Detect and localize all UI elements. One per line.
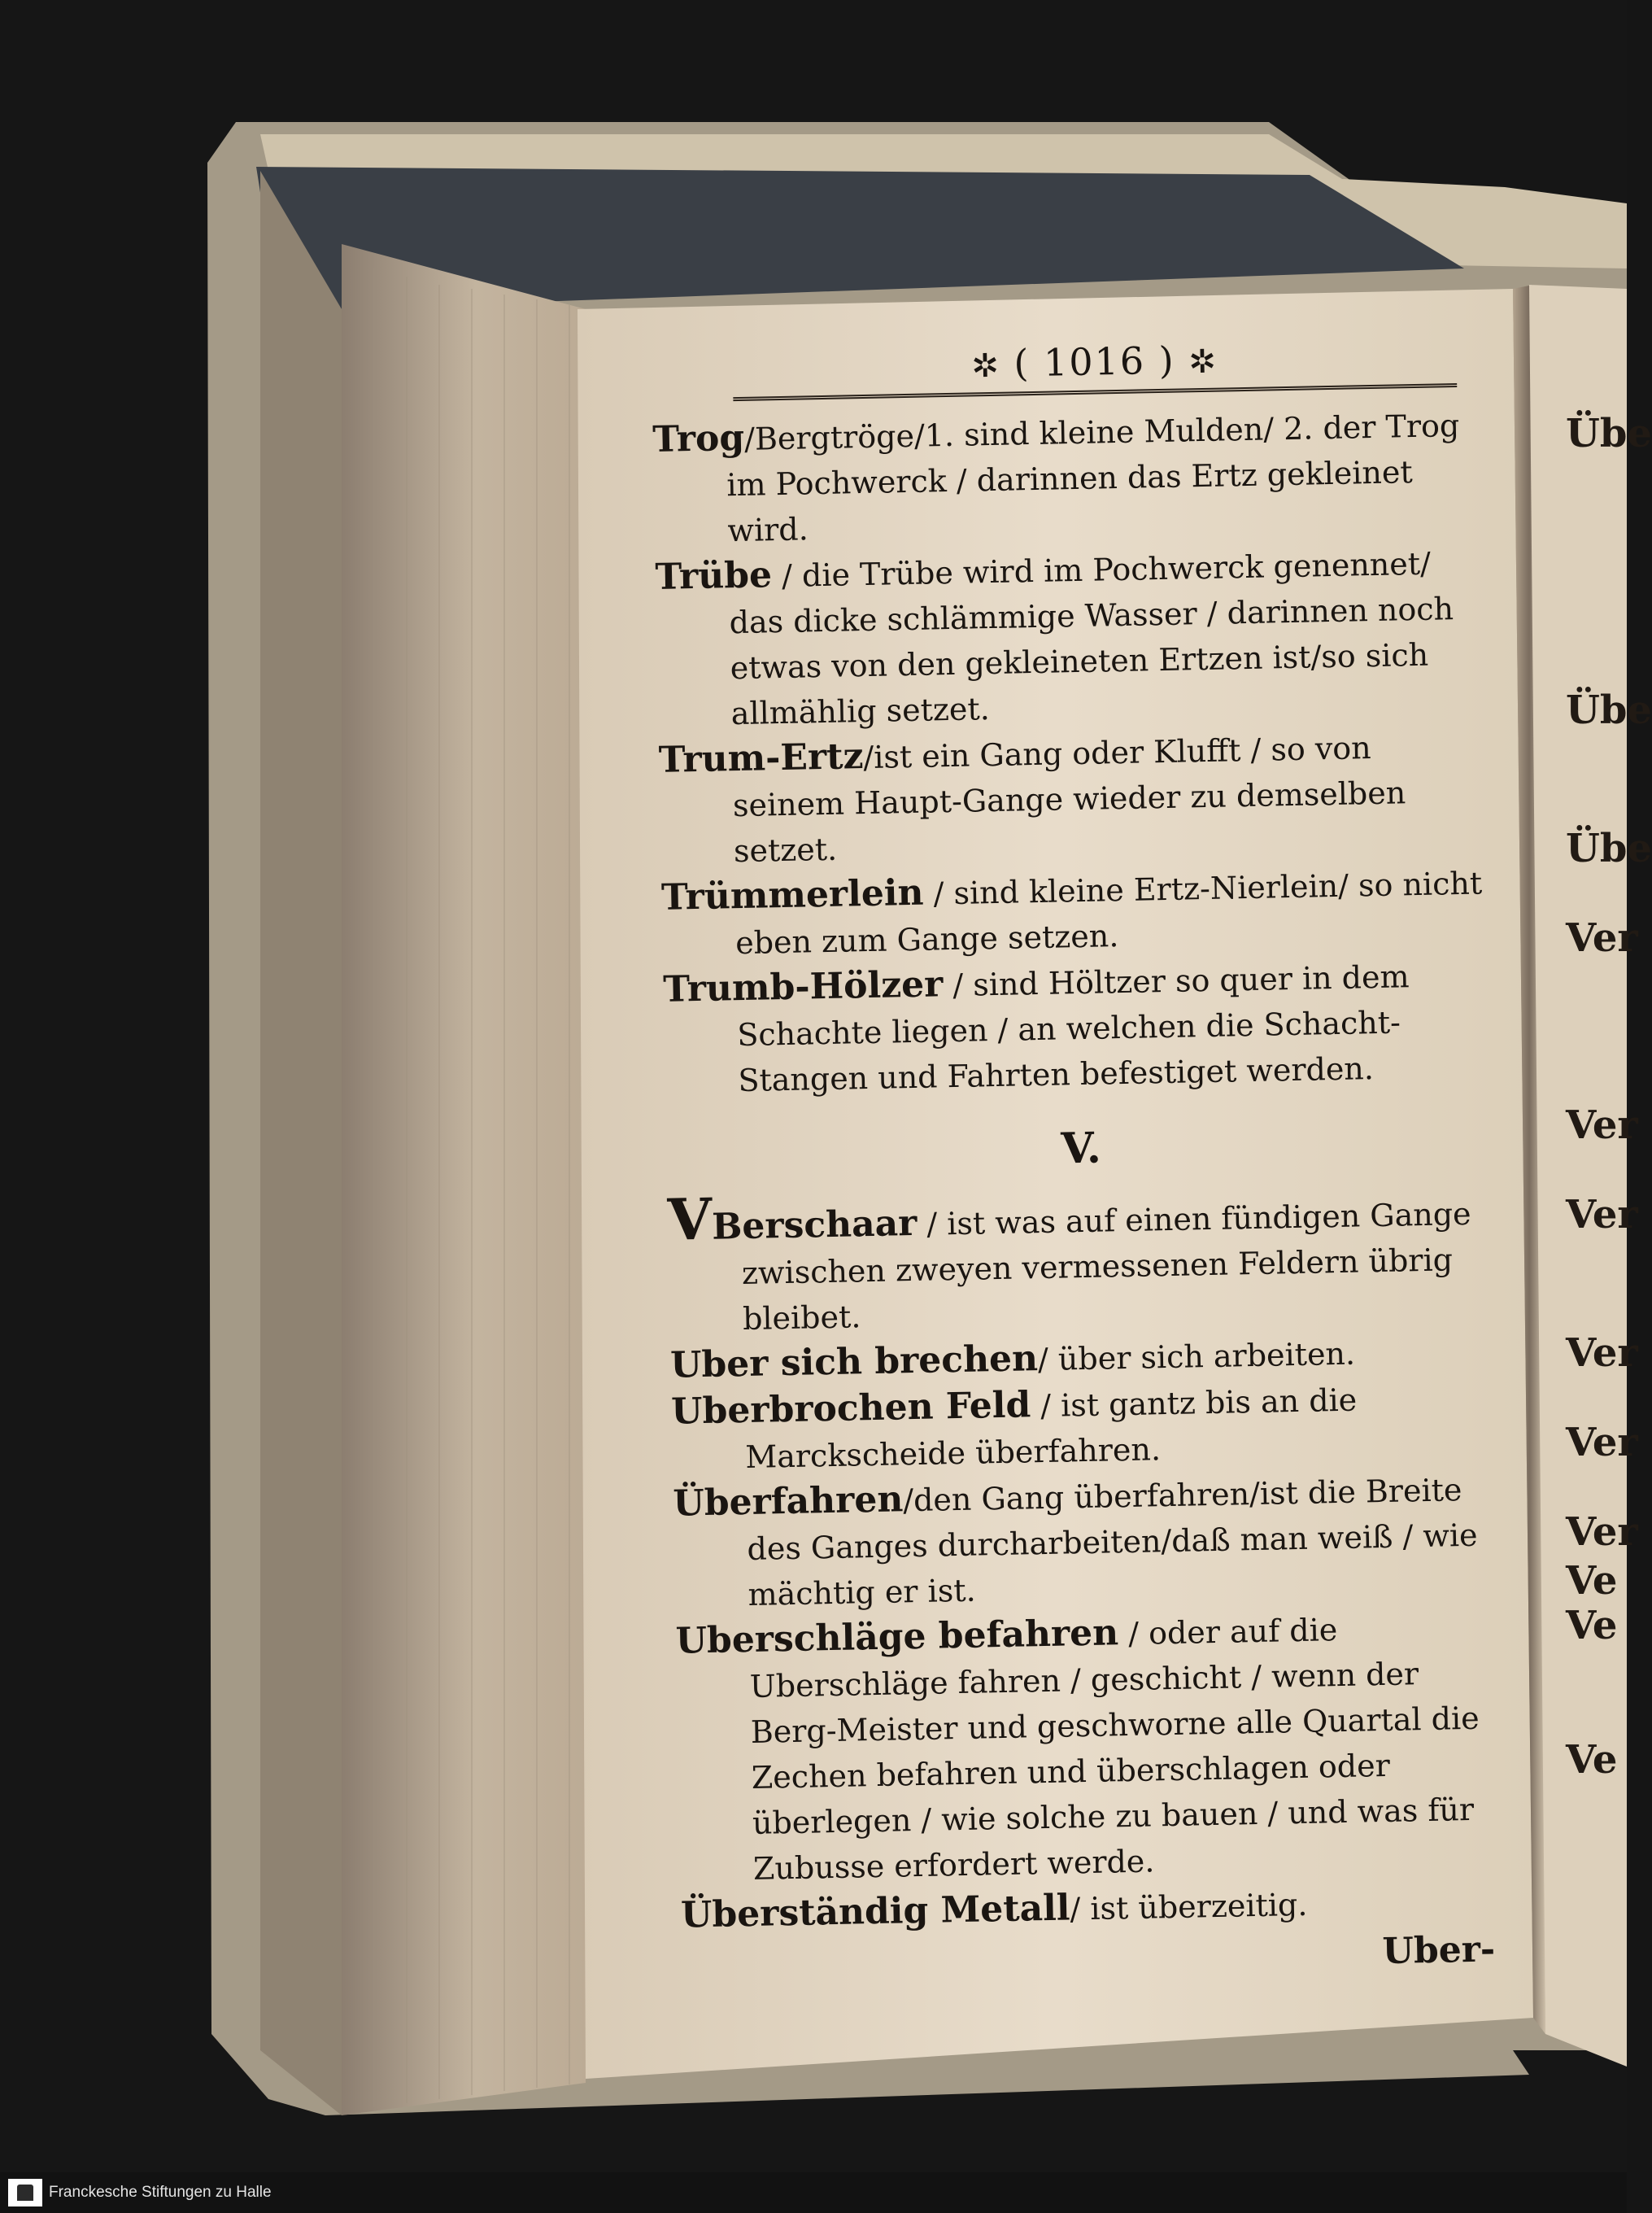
- catchword: Uber-: [1382, 1928, 1496, 1973]
- institution-logo-icon: [8, 2179, 42, 2206]
- glossary-entries-v: [666, 1185, 1510, 1939]
- right-page-fragment: Ver: [1566, 1420, 1638, 1465]
- glossary-entry: [666, 1185, 1499, 1343]
- entry-definition: / ist überzeitig.: [1070, 1886, 1308, 1927]
- entry-term: Uber sich brechen: [669, 1338, 1039, 1386]
- glossary-entry: [661, 859, 1493, 967]
- right-page-fragment: Ve: [1566, 1558, 1618, 1604]
- entry-term: Uberschläge befahren: [675, 1612, 1119, 1662]
- page-number: ( 1016 ): [1013, 338, 1176, 386]
- right-page: [1529, 285, 1627, 2067]
- right-page-fragment: Ver: [1566, 915, 1638, 961]
- entry-definition: / oder auf die Uberschläge fahren / geschicht / wenn der Berg-Meister und geschworne alle Quartal die Zechen befahren und überschlagen oder überlegen / wie solche zu bauen / und was für Zubusse erfordert werde.: [749, 1612, 1480, 1887]
- entry-term: Berschaar: [711, 1202, 918, 1248]
- entry-term: Überständig Metall: [680, 1887, 1070, 1936]
- entry-definition: / ist was auf einen fündigen Gange zwischen zweyen vermessenen Feldern übrig bleibet.: [741, 1195, 1471, 1338]
- entry-term: Trübe: [655, 554, 773, 598]
- page-header: [732, 326, 1457, 401]
- entry-definition: /den Gang überfahren/ist die Breite des Ganges durcharbeiten/daß man weiß / wie mächtig er ist.: [747, 1472, 1478, 1613]
- entry-definition: / über sich arbeiten.: [1037, 1335, 1356, 1378]
- entry-term: Trog: [652, 417, 745, 460]
- entry-definition: / sind kleine Ertz-Nierlein/ so nicht eben zum Gange setzen.: [734, 865, 1483, 962]
- glossary-entry: [655, 539, 1488, 738]
- entry-definition: /Bergtröge/1. sind kleine Mulden/ 2. der Trog im Pochwerck / darinnen das Ertz gekleinet wird.: [726, 407, 1460, 549]
- entry-term: Trümmerlein: [660, 871, 924, 919]
- glossary-entry: [652, 401, 1484, 555]
- entry-definition: / die Trübe wird im Pochwerck genennet/ das dicke schlämmige Wasser / darinnen noch etwas von den gekleineten Ertzen ist/so sich allmählig setzet.: [729, 545, 1454, 732]
- entry-definition: / ist gantz bis an die Marckscheide überfahren.: [744, 1381, 1358, 1476]
- drop-initial: V: [666, 1185, 713, 1254]
- section-letter: V.: [1060, 1123, 1102, 1174]
- right-page-fragment: Ver: [1566, 1102, 1638, 1148]
- entry-term: Uberbrochen Feld: [670, 1384, 1031, 1433]
- page-text: [651, 325, 1512, 1985]
- right-page-fragment: Ver: [1566, 1330, 1638, 1376]
- entry-term: Überfahren: [672, 1478, 904, 1525]
- glossary-entry: [658, 722, 1490, 875]
- ornament-right-icon: ✲: [1188, 343, 1218, 382]
- entry-definition: / sind Höltzer so quer in dem Schachte liegen / an welchen die Schacht-Stangen und Fahrten befestiget werden.: [736, 958, 1410, 1099]
- right-page-fragment: Übe: [1566, 411, 1652, 456]
- entry-term: Trum-Ertz: [658, 735, 864, 781]
- footer-label: Franckesche Stiftungen zu Halle: [49, 2184, 272, 2201]
- right-page-fragment: Ve: [1566, 1603, 1618, 1648]
- right-page-fragment: Ve: [1566, 1737, 1618, 1783]
- right-page-fragment: Übe: [1566, 687, 1652, 733]
- glossary-entry: [673, 1465, 1505, 1619]
- right-page-fragment: Ver: [1566, 1192, 1638, 1237]
- right-page-fragment: Ver: [1566, 1509, 1638, 1555]
- glossary-entry: [675, 1603, 1510, 1893]
- entry-definition: /ist ein Gang oder Klufft / so von seinem Haupt-Gange wieder zu demselben setzet.: [732, 730, 1406, 870]
- ornament-left-icon: ✲: [970, 347, 1001, 386]
- footer-bar: [0, 2172, 1627, 2213]
- entry-term: Trumb-Hölzer: [662, 963, 944, 1010]
- glossary-entry: [671, 1373, 1502, 1482]
- glossary-entry: [663, 951, 1495, 1105]
- page-block-edge: [342, 244, 586, 2115]
- glossary-entries: [652, 401, 1495, 1104]
- right-page-fragment: Übe: [1566, 826, 1652, 871]
